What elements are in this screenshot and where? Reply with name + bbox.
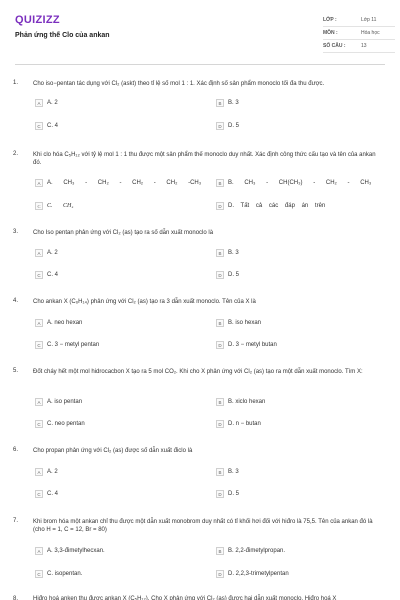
option-c[interactable] (35, 271, 58, 279)
option-key-box: D (216, 341, 224, 349)
option-c[interactable] (35, 202, 73, 210)
option-b[interactable] (216, 468, 239, 476)
option-a[interactable] (35, 398, 82, 406)
option-c[interactable] (35, 420, 85, 428)
question-number: 6. (13, 447, 19, 453)
option-key-box: A (35, 319, 43, 327)
option-text: C. 4 (47, 123, 59, 129)
option-b[interactable] (216, 179, 371, 187)
option-key-box: A (35, 468, 43, 476)
option-key-box: B (216, 99, 224, 107)
option-d[interactable] (216, 490, 239, 498)
question-number: 5. (13, 368, 19, 374)
option-key-box: C (35, 490, 43, 498)
option-key-box: C (35, 202, 43, 210)
option-text: D. Tất cả các đáp án trên (228, 203, 326, 209)
meta-label: MÔN : (323, 30, 338, 36)
option-text: B. 3 (228, 250, 239, 256)
option-c[interactable] (35, 341, 99, 349)
option-a[interactable] (35, 547, 105, 555)
option-b[interactable] (216, 249, 239, 257)
option-d[interactable] (216, 271, 239, 279)
option-text: A. 3,3-đimetylhecxan. (47, 548, 105, 554)
option-a[interactable] (35, 179, 201, 187)
option-key-box: A (35, 547, 43, 555)
option-text: C. neo pentan (47, 421, 85, 427)
option-text: D. 2,2,3-trimetylpentan (228, 571, 289, 577)
option-b[interactable] (216, 99, 239, 107)
option-key-box: C (35, 122, 43, 130)
divider (15, 64, 385, 65)
option-text: A. neo hexan (47, 320, 83, 326)
meta-row-class (323, 14, 395, 27)
option-text: A. 2 (47, 100, 58, 106)
meta-value: 13 (361, 43, 367, 49)
question-number: 2. (13, 151, 19, 157)
option-text: D. 3 − metyl butan (228, 342, 277, 348)
page-title: Phản ứng thế Clo của ankan (15, 32, 110, 39)
option-key-box: A (35, 249, 43, 257)
option-key-box: B (216, 179, 224, 187)
option-a[interactable] (35, 99, 58, 107)
option-c[interactable] (35, 570, 82, 578)
question-number: 3. (13, 229, 19, 235)
option-d[interactable] (216, 341, 277, 349)
option-text: D. 5 (228, 123, 240, 129)
question-text: Khi brom hóa một ankan chỉ thu được một dẫn xuất monobrom duy nhất có tỉ khối hơi đối với hiđro là 75,5. Tên của ankan đó là (cho H = 1, C = 12, Br = 80) (33, 519, 373, 533)
meta-row-count (323, 40, 395, 53)
option-text: A. iso pentan (47, 399, 83, 405)
option-text: B. xiclo hexan (228, 399, 266, 405)
option-key-box: C (35, 570, 43, 578)
option-key-box: B (216, 319, 224, 327)
option-key-box: A (35, 179, 43, 187)
option-key-box: D (216, 202, 224, 210)
question-number: 4. (13, 298, 19, 304)
option-text: D. n − butan (228, 421, 261, 427)
option-b[interactable] (216, 398, 265, 406)
meta-row-subject (323, 27, 395, 40)
option-text: A. 2 (47, 469, 58, 475)
question-text: Cho propan phản ứng với Cl₂ (as) được số dẫn xuất điclo là (33, 448, 193, 454)
question-text: Cho ankan X (C₆H₁₄) phản ứng với Cl₂ (as) tạo ra 3 dẫn xuất monoclo. Tên của X là (33, 299, 256, 305)
option-key-box: B (216, 249, 224, 257)
option-b[interactable] (216, 547, 285, 555)
option-text: C. isopentan. (47, 571, 83, 577)
option-key-box: B (216, 547, 224, 555)
question-text: Khi clo hóa C₅H₁₂ với tỷ lệ mol 1 : 1 thu được một sản phẩm thế monoclo duy nhất. Xác định công thức cấu tạo và tên của ankan đó. (33, 152, 376, 166)
option-key-box: D (216, 490, 224, 498)
quizizz-logo: QUIZIZZ (15, 14, 60, 26)
option-text: B. 2,2-đimetylpropan. (228, 548, 286, 554)
option-text: A. CH₃ - CH₂ - CH₂ - CH₂ -CH₃ (47, 180, 202, 186)
option-text: C. 4 (47, 491, 59, 497)
option-key-box: D (216, 122, 224, 130)
option-text: C. CH₄ (47, 203, 74, 209)
option-text: D. 5 (228, 491, 240, 497)
option-d[interactable] (216, 202, 325, 210)
option-c[interactable] (35, 490, 58, 498)
meta-label: LỚP : (323, 17, 337, 23)
question-text: Cho iso−pentan tác dụng với Cl₂ (askt) theo tỉ lệ số mol 1 : 1. Xác định số sản phẩm monoclo tối đa thu được. (33, 81, 325, 87)
option-key-box: C (35, 341, 43, 349)
question-number: 1. (13, 80, 19, 86)
option-key-box: C (35, 420, 43, 428)
option-text: B. 3 (228, 100, 239, 106)
meta-value: Hóa học (361, 30, 380, 36)
option-key-box: A (35, 99, 43, 107)
option-a[interactable] (35, 249, 58, 257)
option-key-box: D (216, 420, 224, 428)
question-number: 7. (13, 518, 19, 524)
option-key-box: A (35, 398, 43, 406)
meta-value: Lớp 11 (361, 17, 377, 23)
question-number: 8. (13, 596, 19, 600)
option-a[interactable] (35, 319, 82, 327)
option-key-box: C (35, 271, 43, 279)
option-text: B. iso hexan (228, 320, 262, 326)
option-d[interactable] (216, 122, 239, 130)
option-d[interactable] (216, 570, 289, 578)
option-key-box: B (216, 398, 224, 406)
question-text: Đốt cháy hết một mol hidrocacbon X tạo ra 5 mol CO₂. Khi cho X phản ứng với Cl₂ (as) tạo ra một dẫn xuất monoclo. Tìm X: (33, 369, 363, 375)
meta-table (323, 14, 395, 53)
option-a[interactable] (35, 468, 58, 476)
option-key-box: D (216, 570, 224, 578)
option-text: C. 4 (47, 272, 59, 278)
option-d[interactable] (216, 420, 261, 428)
option-c[interactable] (35, 122, 58, 130)
option-text: A. 2 (47, 250, 58, 256)
option-b[interactable] (216, 319, 261, 327)
option-key-box: D (216, 271, 224, 279)
option-key-box: B (216, 468, 224, 476)
question-text-cutoff: Hiđro hoá anken thu được ankan X (C₅H₁₂). Cho X phản ứng với Cl₂ (as) được hai dẫn xuất monoclo. Hiđro hoá X (33, 596, 337, 600)
option-text: C. 3 − metyl pentan (47, 342, 100, 348)
meta-label: SỐ CÂU : (323, 43, 346, 49)
option-text: D. 5 (228, 272, 240, 278)
option-text: B. 3 (228, 469, 239, 475)
option-text: B. CH₃ - CH(CH₃) - CH₂ - CH₃ (228, 180, 372, 186)
question-text: Cho Iso pentan phản ứng với Cl₂ (as) tạo ra số dẫn xuất monoclo là (33, 230, 214, 236)
